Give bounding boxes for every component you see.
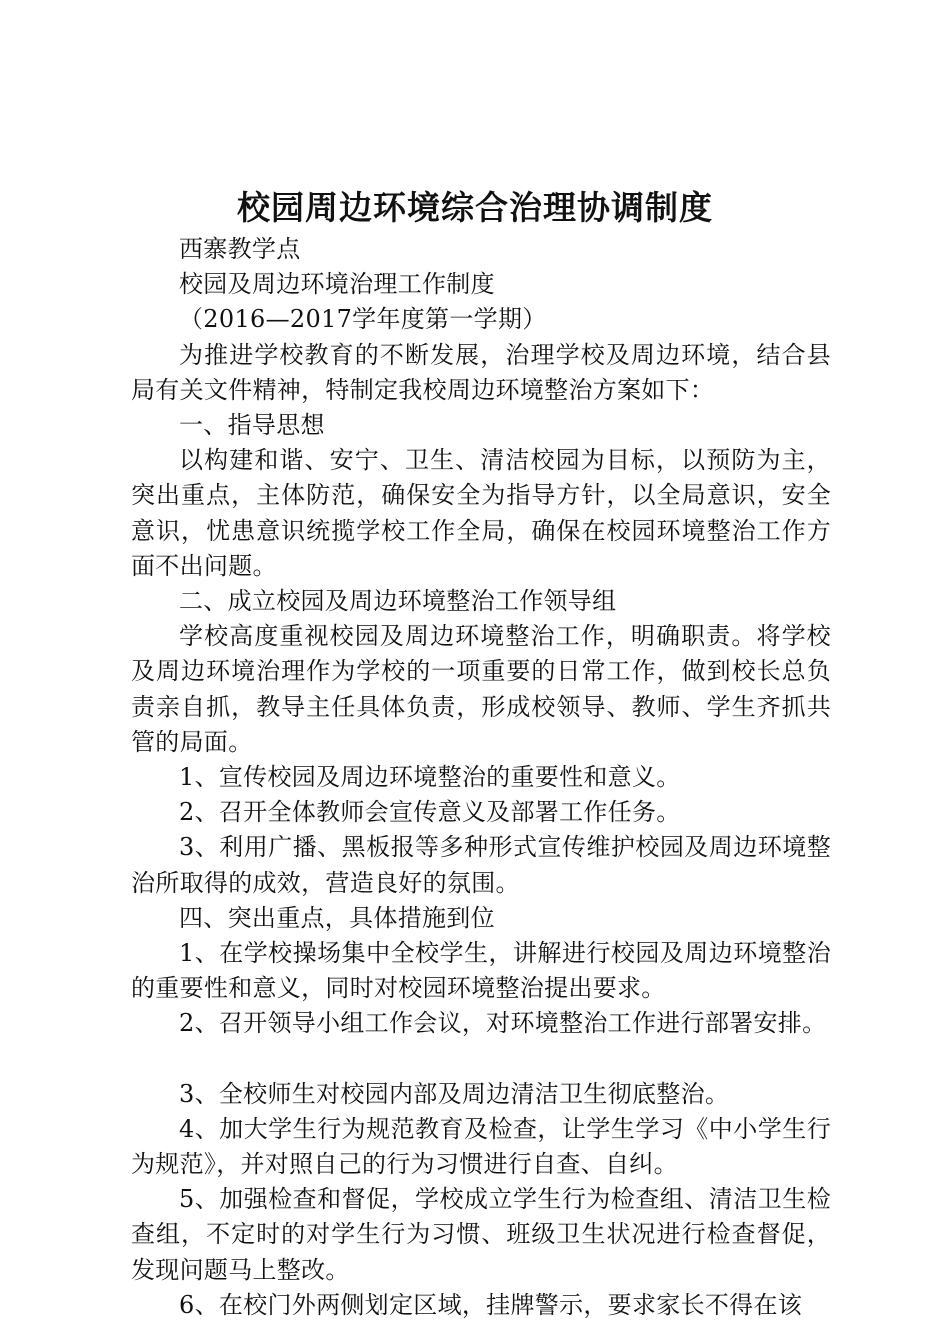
list-item: 3、全校师生对校园内部及周边清洁卫生彻底整治。 (179, 1079, 730, 1108)
section-heading-leadership-group: 二、成立校园及周边环境整治工作领导组 (179, 587, 617, 616)
guiding-thought-paragraph: 以构建和谐、安宁、卫生、清洁校园为目标，以预防为主，突出重点，主体防范，确保安全为指导方针，以全局意识，安全意识，忧患意识统揽学校工作全局，确保在校园环境整治工作方面不出问题。 (131, 446, 831, 580)
document-title: 校园周边环境综合治理协调制度 (237, 188, 713, 227)
list-item: 2、召开领导小组工作会议，对环境整治工作进行部署安排。 (179, 1009, 827, 1038)
list-item: 4、加大学生行为规范教育及检查，让学生学习《中小学生行为规范》，并对照自己的行为习惯进行自查、自纠。 (131, 1114, 831, 1179)
document-body (131, 232, 831, 1323)
section-heading-guiding-thought: 一、指导思想 (179, 411, 325, 440)
list-item: 2、召开全体教师会宣传意义及部署工作任务。 (179, 798, 681, 827)
list-item: 6、在校门外两侧划定区域，挂牌警示，要求家长不得在该 (179, 1290, 803, 1319)
section-heading-key-measures: 四、突出重点，具体措施到位 (179, 903, 495, 932)
list-item: 1、在学校操场集中全校学生，讲解进行校园及周边环境整治的重要性和意义，同时对校园环境整治提出要求。 (131, 939, 831, 1003)
leadership-paragraph: 学校高度重视校园及周边环境整治工作，明确职责。将学校及周边环境治理作为学校的一项重要的日常工作，做到校长总负责亲自抓，教导主任具体负责，形成校领导、教师、学生齐抓共管的局面。 (131, 622, 831, 756)
list-item: 1、宣传校园及周边环境整治的重要性和意义。 (179, 763, 681, 792)
school-term: （2016—2017学年度第一学期） (179, 305, 547, 334)
list-item: 3、利用广播、黑板报等多种形式宣传维护校园及周边环境整治所取得的成效，营造良好的氛围。 (131, 833, 831, 897)
school-name: 西寨教学点 (179, 235, 301, 263)
document-subtitle: 校园及周边环境治理工作制度 (179, 270, 495, 299)
list-item: 5、加强检查和督促，学校成立学生行为检查组、清洁卫生检查组，不定时的对学生行为习惯、班级卫生状况进行检查督促，发现问题马上整改。 (131, 1185, 831, 1284)
intro-paragraph: 为推进学校教育的不断发展，治理学校及周边环境，结合县局有关文件精神，特制定我校周边环境整治方案如下： (131, 340, 831, 404)
